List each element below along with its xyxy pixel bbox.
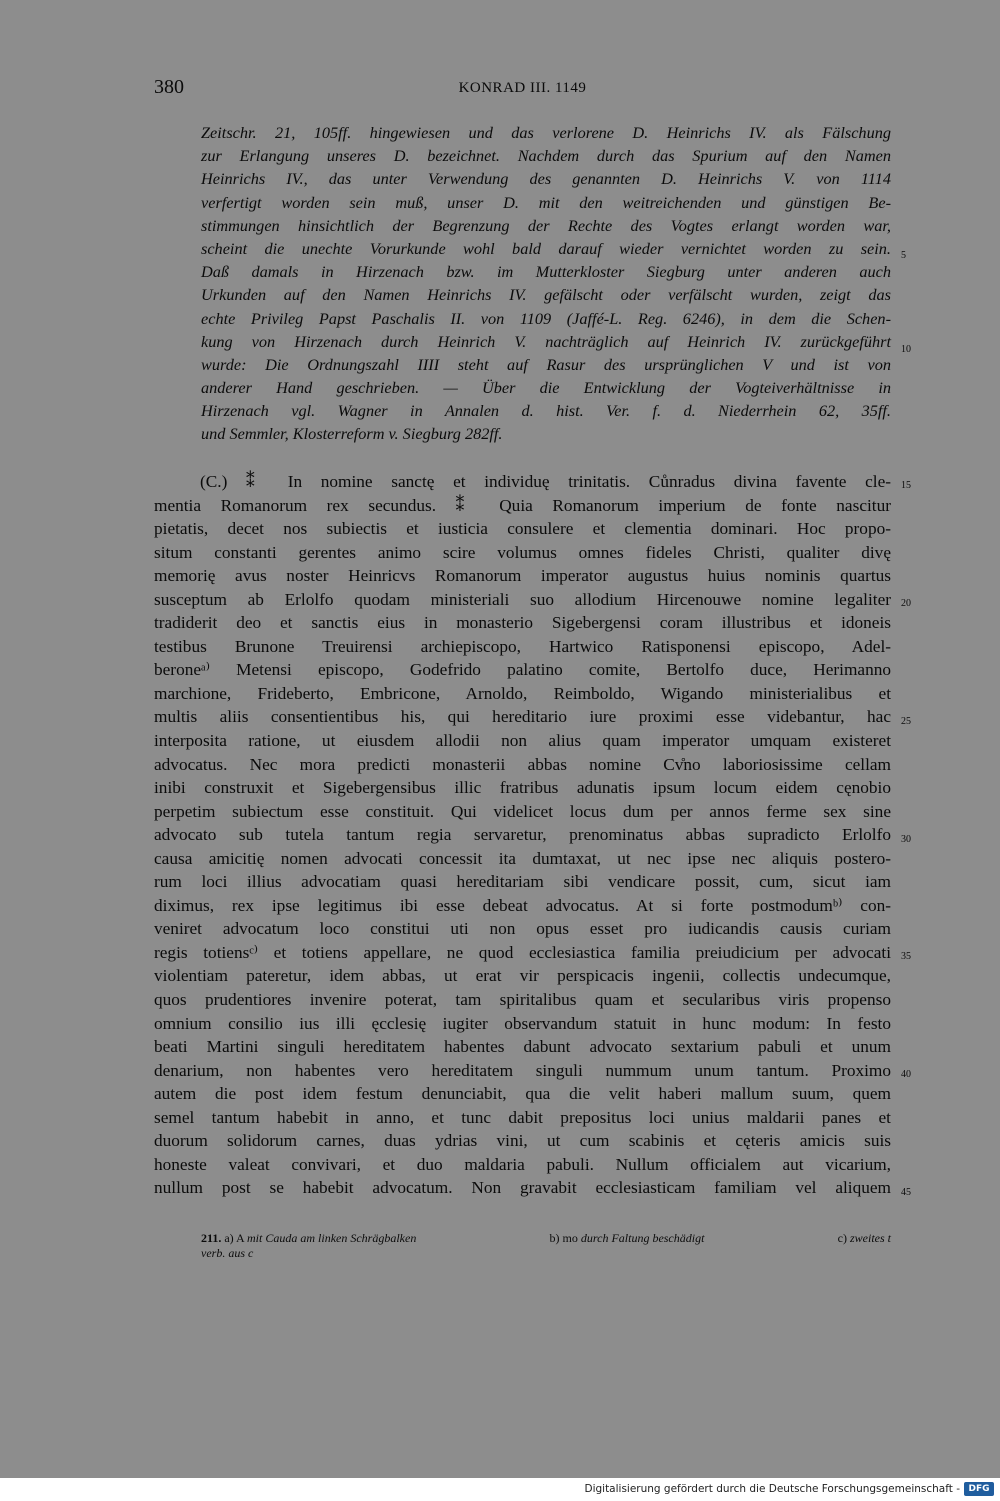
charter-line: testibus Brunone Treuirensi archiepiscopo, Hartwico Ratisponensi episcopo, Adel- bbox=[154, 636, 891, 656]
commentary-line: Urkunden auf den Namen Heinrichs IV. gefälscht oder verfälscht wurden, zeigt das bbox=[201, 285, 891, 305]
commentary-line: Zeitschr. 21, 105ff. hingewiesen und das verlorene D. Heinrichs IV. als Fälschung bbox=[201, 123, 891, 142]
charter-line: veniret advocatum loco constitui uti non opus esset pro iudicandis causis curiam bbox=[154, 919, 891, 939]
commentary-line: zur Erlangung unseres D. bezeichnet. Nachdem durch das Spurium auf den Namen bbox=[201, 146, 891, 166]
commentary-line: Daß damals in Hirzenach bzw. im Mutterkloster Siegburg unter anderen auch bbox=[201, 262, 891, 282]
line-number: 40 bbox=[901, 1069, 911, 1080]
dfg-logo[interactable]: DFG bbox=[964, 1482, 994, 1496]
commentary-line: kung von Hirzenach durch Heinrich V. nachträglich auf Heinrich IV. zurückgeführt bbox=[201, 331, 891, 351]
line-number: 30 bbox=[901, 834, 911, 845]
charter-line: tradiderit deo et sanctis eius in monasterio Sigebergensi coram illustribus et idoneis bbox=[154, 613, 891, 633]
line-number: 10 bbox=[901, 344, 911, 355]
charter-line: situm constanti gerentes animo scire volumus omnes fideles Christi, qualiter divę bbox=[154, 542, 891, 562]
charter-line: beroneᵃ⁾ Metensi episcopo, Godefrido palatino comite, Bertolfo duce, Herimanno bbox=[154, 660, 891, 680]
line-number: 15 bbox=[901, 480, 911, 491]
charter-line: honeste valeat convivari, et duo maldaria pabuli. Nullum officialem aut vicarium, bbox=[154, 1154, 891, 1174]
commentary-line: scheint die unechte Vorurkunde wohl bald darauf wieder vernichtet worden zu sein. bbox=[201, 238, 891, 258]
charter-line: inibi construxit et Sigebergensibus illic fratribus adunatis ipsum locum eidem cęnobio bbox=[154, 778, 891, 798]
footnote-a: 211. a) A mit Cauda am linken Schrägbalken bbox=[201, 1231, 417, 1245]
charter-text bbox=[154, 470, 891, 1200]
commentary-line: wurde: Die Ordnungszahl IIII steht auf Rasur des ursprünglichen V und ist von bbox=[201, 354, 891, 374]
charter-line: duorum solidorum carnes, duas ydrias vini, ut cum scabinis et cęteris amicis suis bbox=[154, 1131, 891, 1151]
charter-line: memorię avus noster Heinricvs Romanorum imperator augustus huius nominis quartus bbox=[154, 566, 891, 586]
footnote-continuation: verb. aus c bbox=[201, 1246, 254, 1260]
commentary-line: echte Privileg Papst Paschalis II. von 1109 (Jaffé-L. Reg. 6246), in dem die Schen- bbox=[201, 308, 891, 328]
commentary-line: Heinrichs IV., das unter Verwendung des genannten D. Heinrichs V. von 1114 bbox=[201, 169, 891, 189]
digitization-bar bbox=[0, 1478, 1000, 1501]
charter-line: perpetim subiectum esse constituit. Qui videlicet locus dum per annos ferme sex sine bbox=[154, 801, 891, 821]
page-number: 380 bbox=[154, 76, 184, 98]
charter-line: rum loci illius advocatiam quasi hereditariam sibi vendicare possit, cum, sicut iam bbox=[154, 872, 891, 892]
charter-line: violentiam pateretur, idem abbas, ut erat vir perspicacis ingenii, collectis undecumque, bbox=[154, 966, 891, 986]
commentary-block bbox=[201, 121, 891, 446]
line-number: 25 bbox=[901, 716, 911, 727]
commentary-line: und Semmler, Klosterreform v. Siegburg 282ff. bbox=[201, 424, 503, 444]
line-number: 35 bbox=[901, 951, 911, 962]
line-number: 5 bbox=[901, 250, 906, 261]
charter-line: autem die post idem festum denunciabit, qua die velit haberi mallum suum, quem bbox=[154, 1084, 891, 1104]
footnote-c: c) zweites t bbox=[837, 1231, 891, 1245]
charter-line: quos prudentiores invenire poterat, tam spiritalibus quam et secularibus viris propenso bbox=[154, 990, 891, 1010]
footnote-row bbox=[201, 1231, 891, 1246]
charter-line: diximus, rex ipse legitimus ibi esse debeat advocatus. At si forte postmodumᵇ⁾ con- bbox=[154, 895, 891, 915]
commentary-line: Hirzenach vgl. Wagner in Annalen d. hist. Ver. f. d. Niederrhein 62, 35ff. bbox=[201, 401, 891, 421]
charter-line: semel tantum habebit in anno, et tunc dabit prepositus loci unius maldarii panes et bbox=[154, 1107, 891, 1127]
charter-line: advocatus. Nec mora predicti monasterii abbas nomine Cv̊no laboriosissime cellam bbox=[154, 754, 891, 774]
charter-line: pietatis, decet nos subiectis et iusticia consulere et clementia dominari. Hoc propo- bbox=[154, 519, 891, 539]
charter-line: (C.) ⁑ In nomine sanctę et individuę trinitatis. Cůnradus divina favente cle- bbox=[200, 472, 891, 491]
charter-line: causa amicitię nomen advocati concessit ita dumtaxat, ut nec ipse nec aliquis postero- bbox=[154, 848, 891, 868]
footnote-b: b) mo durch Faltung beschädigt bbox=[549, 1231, 705, 1245]
commentary-line: stimmungen hinsichtlich der Begrenzung der Rechte des Vogtes erlangt worden war, bbox=[201, 215, 891, 235]
charter-line: interposita ratione, ut eiusdem allodii non alius quam imperator umquam existeret bbox=[154, 731, 891, 751]
line-number: 20 bbox=[901, 598, 911, 609]
commentary-line: anderer Hand geschrieben. — Über die Entwicklung der Vogteiverhältnisse in bbox=[201, 378, 891, 398]
page-header bbox=[154, 72, 891, 112]
charter-line: nullum post se habebit advocatum. Non gravabit ecclesiasticam familiam vel aliquem bbox=[154, 1178, 891, 1198]
charter-line: regis totiensᶜ⁾ et totiens appellare, ne quod ecclesiastica familia preiudicium per advocati bbox=[154, 942, 891, 962]
footnote-number: 211. bbox=[201, 1231, 222, 1245]
line-number: 45 bbox=[901, 1187, 911, 1198]
charter-line: beati Martini singuli hereditatem habentes dabunt advocato sextarium pabuli et unum bbox=[154, 1037, 891, 1057]
commentary-line: verfertigt worden sein muß, unser D. mit den weitreichenden und günstigen Be- bbox=[201, 192, 891, 212]
charter-line: denarium, non habentes vero hereditatem singuli nummum unum tantum. Proximo bbox=[154, 1060, 891, 1080]
charter-line: omnium consilio ius illi ęcclesię iugiter observandum statuit in hunc modum: In festo bbox=[154, 1013, 891, 1033]
charter-line: susceptum ab Erlolfo quodam ministeriali suo allodium Hircenouwe nomine legaliter bbox=[154, 589, 891, 609]
charter-line: advocato sub tutela tantum regia servaretur, prenominatus abbas supradicto Erlolfo bbox=[154, 825, 891, 845]
running-head: KONRAD III. 1149 bbox=[458, 80, 587, 96]
charter-line: multis aliis consentientibus his, qui hereditario iure proximi esse videbantur, hac bbox=[154, 707, 891, 727]
funding-notice: Digitalisierung gefördert durch die Deutsche Forschungsgemeinschaft - bbox=[584, 1483, 960, 1495]
footnotes bbox=[201, 1231, 891, 1261]
charter-line: mentia Romanorum rex secundus. ⁑ Quia Romanorum imperium de fonte nascitur bbox=[154, 495, 891, 515]
charter-line: marchione, Frideberto, Embricone, Arnoldo, Reimboldo, Wigando ministerialibus et bbox=[154, 683, 891, 703]
